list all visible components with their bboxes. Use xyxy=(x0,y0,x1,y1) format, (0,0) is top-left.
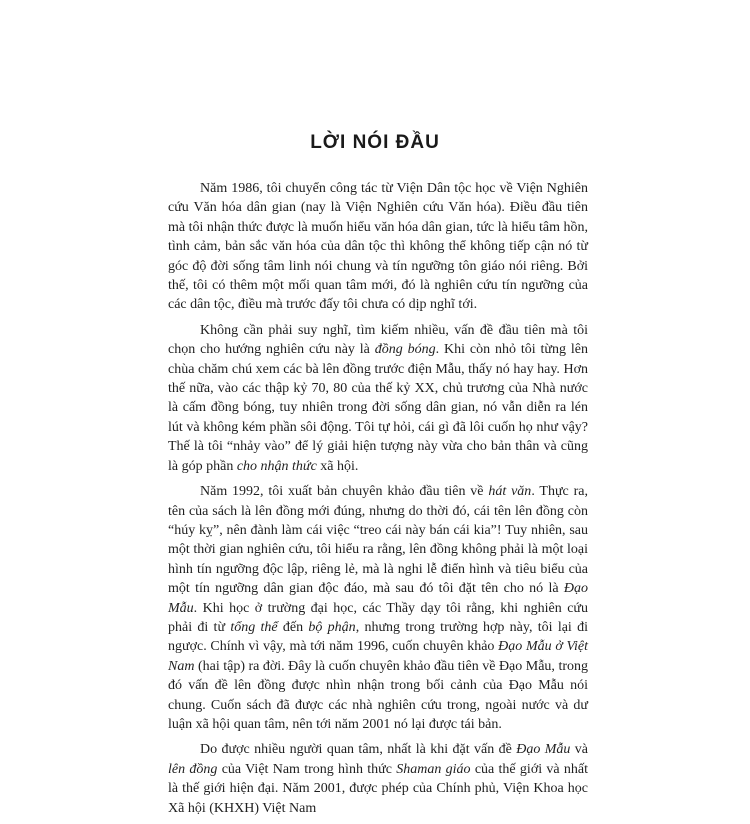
emphasized-term: Shaman giáo xyxy=(396,761,471,777)
text-run: . Khi học ở trường đại học, các Thầy dạy tôi rằng, khi nghiên cứu phải đi từ xyxy=(168,600,588,635)
emphasized-term: cho nhận thức xyxy=(236,458,317,474)
text-run: Năm 1992, tôi xuất bản chuyên khảo đầu tiên về xyxy=(200,484,489,500)
paragraph xyxy=(168,482,588,734)
text-run: Do được nhiều người quan tâm, nhất là khi đặt vấn đề xyxy=(200,742,517,758)
emphasized-term: lên đồng xyxy=(168,761,218,777)
text-run: của thế giới và nhất là thế giới hiện đại. Năm 2001, được phép của Chính phủ, Viện Khoa học Xã hội (KHXH) Việt Nam xyxy=(168,761,589,816)
text-run: , nhưng trong trường hợp này, tôi lại đi ngược. Chính vì vậy, mà tới năm 1996, cuốn chuyên khảo xyxy=(168,619,588,655)
text-run: của Việt Nam trong hình thức xyxy=(217,761,397,777)
text-run: và xyxy=(570,742,588,758)
emphasized-term: đồng bóng xyxy=(374,342,436,358)
paragraph xyxy=(168,321,588,476)
text-run: Không cần phải suy nghĩ, tìm kiếm nhiều, vấn đề đầu tiên mà tôi chọn cho hướng nghiên cứu này là xyxy=(168,322,588,358)
paragraph xyxy=(168,179,588,315)
text-run: . Khi còn nhỏ tôi từng lên chùa chăm chú xem các bà lên đồng trước điện Mẫu, thấy nó hay hay. Hơn thế nữa, vào các thập kỷ 70, 80 của thế kỷ XX, chủ trương của Nhà nước là cấm đồng bóng, tuy nhiên trong đời sống dân gian, nó vẫn diễn ra lén lút và không kém phần sôi động. Tôi tự hỏi, cái gì đã lôi cuốn họ như vậy? Thế là tôi “nhảy vào” để lý giải hiện tượng này vừa cho bản thân và cũng là góp phần xyxy=(168,342,589,474)
paragraph xyxy=(168,740,588,818)
emphasized-term: hát văn xyxy=(488,484,532,500)
emphasized-term: Đạo Mẫu xyxy=(168,581,588,616)
emphasized-term: Đạo Mẫu ở Việt Nam xyxy=(168,639,589,674)
text-run: Năm 1986, tôi chuyển công tác từ Viện Dân tộc học về Viện Nghiên cứu Văn hóa dân gian (nay là Viện Nghiên cứu Văn hóa). Điều đầu tiên mà tôi nhận thức được là muốn hiểu văn hóa dân gian, tức là hiểu tâm hồn, tình cảm, bản sắc văn hóa của dân tộc thì không thể không tiếp cận nó từ góc độ đời sống tâm linh nói chung và tín ngưỡng tôn giáo nói riêng. Bởi thế, tôi có thêm một mối quan tâm mới, đó là nghiên cứu tín ngưỡng của các dân tộc, điều mà trước đấy tôi chưa có dịp nghĩ tới. xyxy=(168,181,588,313)
chapter-title: LỜI NÓI ĐẦU xyxy=(310,132,440,153)
emphasized-term: Đạo Mẫu xyxy=(516,742,571,758)
chapter-body xyxy=(168,179,588,824)
emphasized-term: tổng thể xyxy=(230,619,278,635)
text-run: xã hội. xyxy=(316,458,359,474)
text-run: (hai tập) ra đời. Đây là cuốn chuyên khảo đầu tiên về Đạo Mẫu, trong đó vấn đề lên đồng được nhìn nhận trong bối cảnh của Đạo Mẫu nói chung. Cuốn sách đã được các nhà nghiên cứu trong, ngoài nước và dư luận xã hội quan tâm, nên tới năm 2001 nó lại được tái bản. xyxy=(168,658,588,732)
text-run: . Thực ra, tên của sách là lên đồng mới đúng, nhưng do thời đó, cái tên lên đồng còn “húy kỵ”, nên đành làm cái việc “treo cái này bán cái kia”! Tuy nhiên, sau một thời gian nghiên cứu, tôi hiểu ra rằng, lên đồng không phải là một loại hình tín ngưỡng độc lập, riêng lẻ, mà là nghi lễ điển hình và tiêu biểu của một tín ngưỡng dân gian độc đáo, mà sau đó tôi đặt tên cho nó là xyxy=(168,484,588,597)
text-run: đến xyxy=(277,619,309,635)
emphasized-term: bộ phận xyxy=(308,619,356,635)
